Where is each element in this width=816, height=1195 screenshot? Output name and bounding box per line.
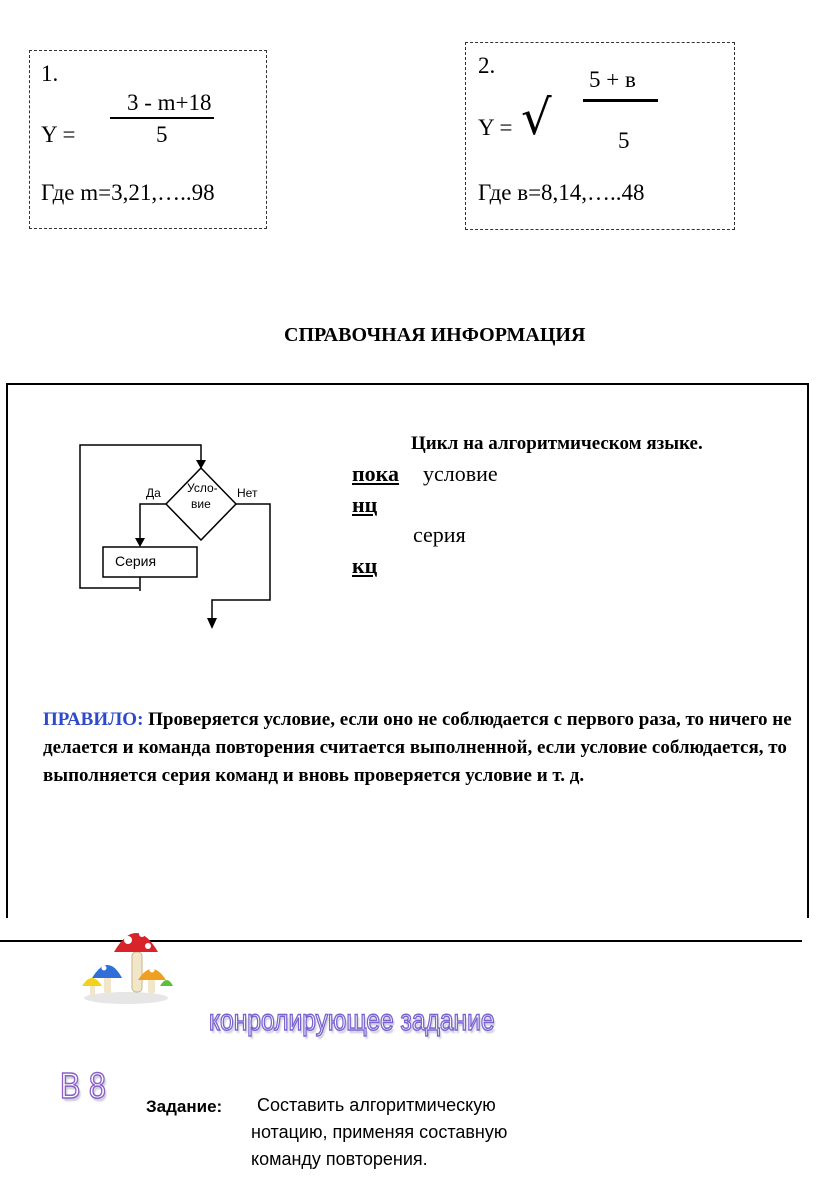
sqrt-sign: √ bbox=[521, 90, 552, 146]
reference-frame-right bbox=[807, 383, 809, 918]
task1-where: Где m=3,21,…..98 bbox=[41, 180, 215, 205]
task-label: Задание: bbox=[146, 1097, 223, 1116]
rule-body: Проверяется условие, если оно не соблюдается с первого раза, то ничего не делается и команда повторения считается выполненной, если условие соблюдается, то выполняется серия команд и вновь проверяется условие и т. д. bbox=[43, 709, 792, 786]
series-label: Серия bbox=[115, 553, 157, 569]
task1-numerator: 3 - m+18 bbox=[127, 90, 212, 115]
arrow-yes bbox=[135, 538, 145, 547]
task1-denominator: 5 bbox=[156, 122, 168, 147]
no-line bbox=[212, 504, 270, 621]
keyword-while: пока bbox=[352, 461, 400, 486]
arrow-top bbox=[196, 460, 206, 469]
control-task-banner: конролирующее задание bbox=[209, 1004, 495, 1037]
task1-fraction-bar bbox=[110, 117, 214, 119]
cycle-condition: условие bbox=[423, 461, 498, 486]
task2-denominator: 5 bbox=[618, 128, 630, 153]
task-line-1: Составить алгоритмическую bbox=[257, 1095, 496, 1115]
reference-frame-left bbox=[6, 383, 8, 918]
yes-line bbox=[140, 504, 166, 541]
task1-y-label: Y = bbox=[41, 122, 76, 147]
yes-label: Да bbox=[146, 486, 161, 500]
condition-label-2: вие bbox=[191, 497, 211, 511]
cycle-series: серия bbox=[413, 522, 466, 547]
task1-number: 1. bbox=[41, 61, 59, 86]
arrow-exit bbox=[207, 618, 217, 629]
task2-number: 2. bbox=[478, 53, 496, 78]
reference-frame-top bbox=[6, 383, 809, 385]
variant-badge: В 8 bbox=[60, 1065, 106, 1106]
section-title: СПРАВОЧНАЯ ИНФОРМАЦИЯ bbox=[284, 324, 586, 346]
task2-where: Где в=8,14,…..48 bbox=[478, 180, 645, 205]
task2-fraction-bar bbox=[583, 99, 658, 102]
rule-label: ПРАВИЛО: bbox=[43, 709, 144, 730]
task-line-2: нотацию, применяя составную bbox=[251, 1122, 508, 1142]
task2-y-label: Y = bbox=[478, 115, 513, 140]
cycle-title: Цикл на алгоритмическом языке. bbox=[411, 433, 703, 454]
rule-paragraph bbox=[43, 706, 805, 790]
flowchart bbox=[70, 435, 290, 635]
task-line-3: команду повторения. bbox=[251, 1149, 428, 1169]
task2-numerator: 5 + в bbox=[589, 67, 636, 92]
keyword-end: кц bbox=[352, 553, 378, 578]
no-label: Нет bbox=[237, 486, 258, 500]
mushrooms-illustration bbox=[78, 920, 173, 1005]
condition-label-1: Усло- bbox=[187, 481, 218, 495]
keyword-begin: нц bbox=[352, 492, 378, 517]
